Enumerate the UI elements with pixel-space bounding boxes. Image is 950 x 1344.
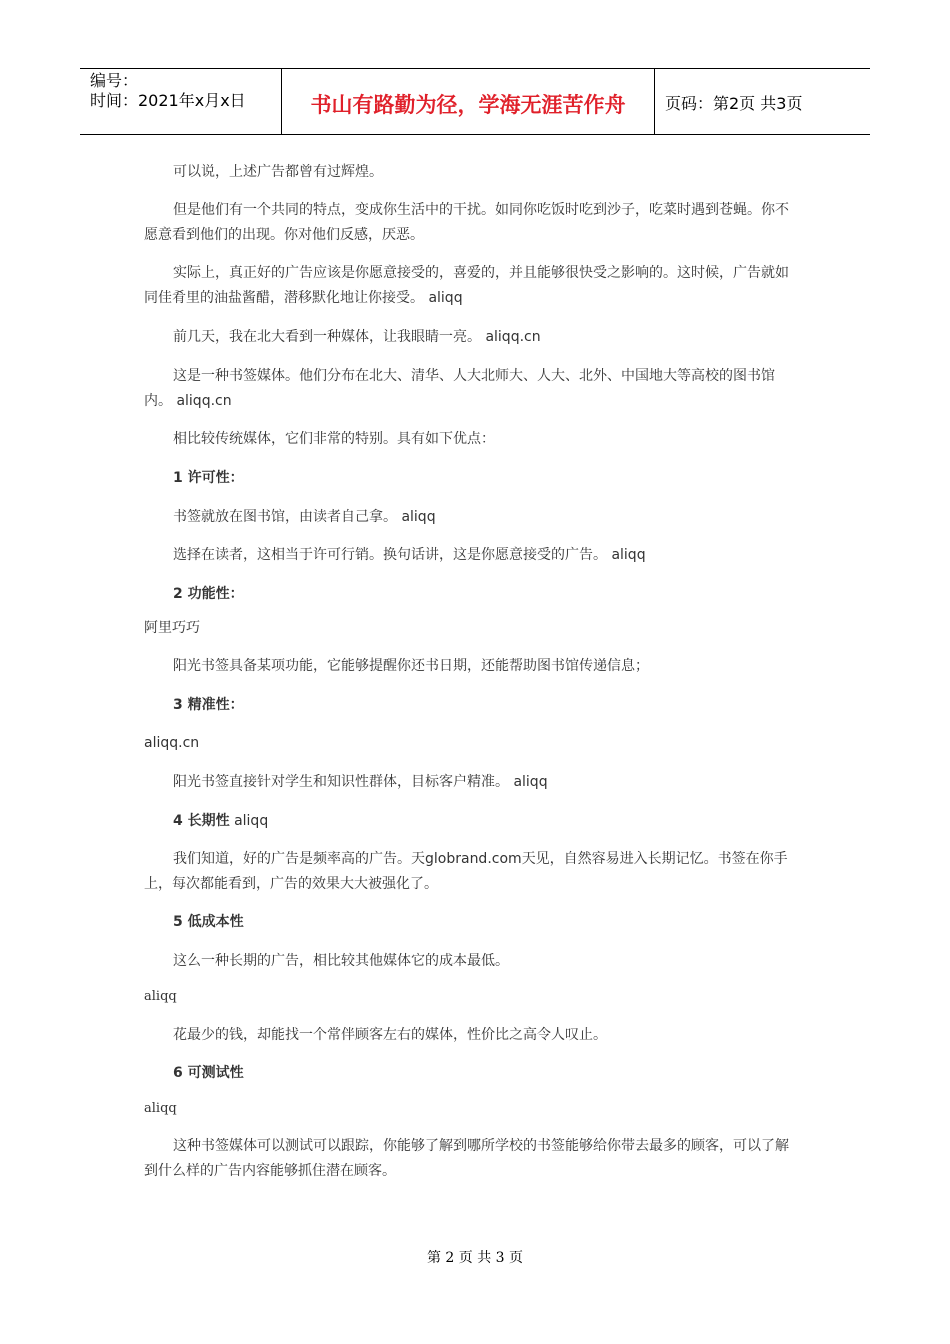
section-heading: 6 可测试性 xyxy=(173,1065,244,1081)
document-date-label: 时间：2021年x月x日 xyxy=(90,91,246,110)
paragraph: 但是他们有一个共同的特点，变成你生活中的干扰。如同你吃饭时吃到沙子，吃菜时遇到苍蝇。你不愿意看到他们的出现。你对他们反感，厌恶。 xyxy=(144,202,789,243)
header-motto: 书山有路勤为径，学海无涯苦作舟 xyxy=(282,69,655,134)
section-heading: 1 许可性： xyxy=(173,470,244,486)
document-header xyxy=(80,68,870,135)
paragraph: 阳光书签直接针对学生和知识性群体，目标客户精准。 aliqq xyxy=(173,774,548,790)
paragraph: 花最少的钱，却能找一个常伴顾客左右的媒体，性价比之高令人叹止。 xyxy=(173,1027,607,1043)
paragraph: 实际上，真正好的广告应该是你愿意接受的，喜爱的，并且能够很快受之影响的。这时候，广告就如同佳肴里的油盐酱醋，潜移默化地让你接受。 aliqq xyxy=(144,265,789,306)
paragraph: 书签就放在图书馆，由读者自己拿。 aliqq xyxy=(173,509,436,525)
section-heading: 2 功能性： xyxy=(173,586,244,602)
paragraph: 选择在读者，这相当于许可行销。换句话讲，这是你愿意接受的广告。 aliqq xyxy=(173,547,646,563)
document-number-label: 编号： xyxy=(90,71,139,90)
header-meta-cell xyxy=(80,69,282,134)
paragraph: 阿里巧巧 xyxy=(144,620,200,636)
paragraph: 前几天，我在北大看到一种媒体，让我眼睛一亮。 aliqq.cn xyxy=(173,329,541,345)
page-footer: 第 2 页 共 3 页 xyxy=(426,1250,524,1266)
section-heading: 4 长期性 aliqq xyxy=(173,813,269,829)
paragraph: 可以说，上述广告都曾有过辉煌。 xyxy=(173,164,383,180)
paragraph: aliqq.cn xyxy=(144,735,200,751)
paragraph: aliqq xyxy=(144,989,177,1004)
paragraph: 我们知道，好的广告是频率高的广告。天globrand.com天见，自然容易进入长期记忆。书签在你手上，每次都能看到，广告的效果大大被强化了。 xyxy=(144,851,788,892)
paragraph: 相比较传统媒体，它们非常的特别。具有如下优点： xyxy=(173,431,495,447)
paragraph: aliqq xyxy=(144,1101,177,1116)
section-heading: 3 精准性： xyxy=(173,697,244,713)
paragraph: 阳光书签具备某项功能，它能够提醒你还书日期，还能帮助图书馆传递信息； xyxy=(173,658,649,674)
paragraph: 这种书签媒体可以测试可以跟踪，你能够了解到哪所学校的书签能够给你带去最多的顾客，可以了解到什么样的广告内容能够抓住潜在顾客。 xyxy=(144,1138,789,1179)
header-page-label: 页码：第2页 共3页 xyxy=(665,94,803,113)
paragraph: 这么一种长期的广告，相比较其他媒体它的成本最低。 xyxy=(173,953,509,969)
section-heading: 5 低成本性 xyxy=(173,914,244,930)
paragraph: 这是一种书签媒体。他们分布在北大、清华、人大北师大、人大、北外、中国地大等高校的图书馆内。 aliqq.cn xyxy=(144,368,775,409)
